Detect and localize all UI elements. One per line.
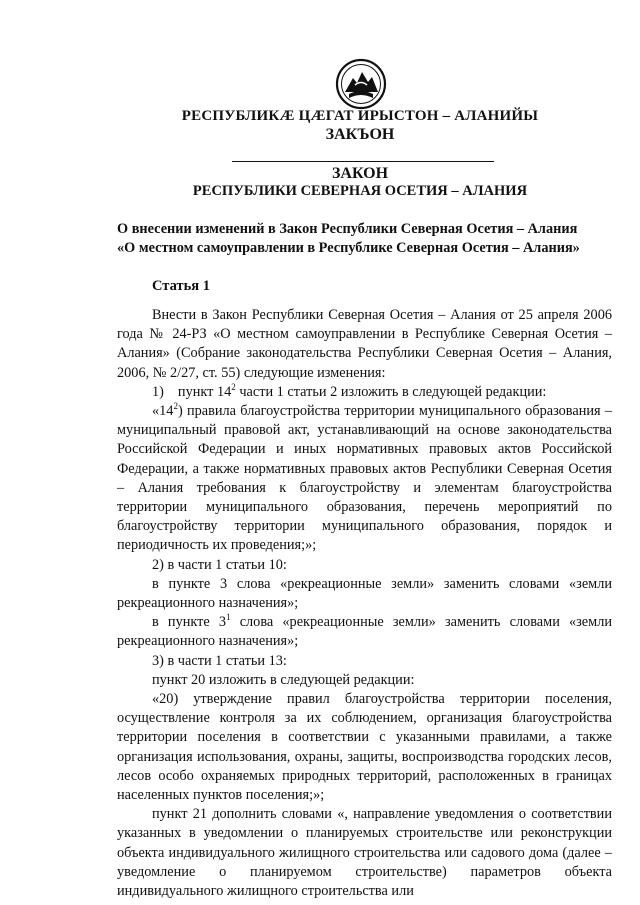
republic-name-russian: РЕСПУБЛИКИ СЕВЕРНАЯ ОСЕТИЯ – АЛАНИЯ [192, 183, 528, 199]
document-body [117, 306, 612, 901]
paragraph-item-3b: пункт 21 дополнить словами «, направление уведомления о соответствии указанных в уведомлении о планируемых строительстве или реконструкции объекта индивидуального жилищного строительства или садового дома (далее – уведомление о планируемом строительстве) параметров объекта индивидуального жилищного строительства или [117, 806, 612, 900]
coat-of-arms-emblem [335, 58, 387, 110]
paragraph-item-3a: пункт 20 изложить в следующей редакции: [152, 671, 415, 688]
paragraph-item-2: 2) в части 1 статьи 10: [152, 556, 287, 573]
law-title-line-2: «О местном самоуправлении в Республике Северная Осетия – Алания» [117, 240, 580, 256]
republic-name-ossetian: РЕСПУБЛИКӔ ЦӔГАТ ИРЫСТОН – АЛАНИЙЫ [181, 108, 539, 124]
article-heading: Статья 1 [152, 278, 210, 294]
law-label-ossetian: ЗАКЪОН [325, 126, 395, 143]
law-title-line-1: О внесении изменений в Закон Республики Северная Осетия – Алания [117, 221, 578, 237]
paragraph-item-2a: в пункте 3 слова «рекреационные земли» заменить словами «земли рекреационного назначения»; [117, 575, 612, 612]
paragraph-item-2b: в пункте $3^1$ слова «рекреационные земли» заменить словами «земли рекреационного назначения»; [117, 612, 612, 650]
paragraph-item-3: 3) в части 1 статьи 13: [152, 652, 287, 669]
paragraph-item-3-quote: «20) утверждение правил благоустройства территории поселения, осуществление контроля за их соблюдением, организация благоустройства территории поселения в соответствии с указанными правилами, а также организация использования, охраны, защиты, воспроизводства городских лесов, лесов особо охраняемых природных территорий, расположенных в границах населенных пунктов поселения;»; [117, 691, 612, 804]
item-1-number: 1) [152, 383, 164, 400]
law-label-russian: ЗАКОН [331, 165, 389, 182]
paragraph-item-1-quote: «$14^2$) правила благоустройства территории муниципального образования – муниципальный правовой акт, устанавливающий на основе законодательства Российской Федерации и иных нормативных правовых актов Российской Федерации, а также нормативных правовых актов Республики Северная Осетия – Алания требования к благоустройству и элементам благоустройства территории муниципального образования, перечень мероприятий по благоустройству территории муниципального образования, порядок и периодичность их проведения;»; [117, 401, 612, 554]
paragraph-item-1: 1) пункт $14^2$ части 1 статьи 2 изложить в следующей редакции: [152, 382, 547, 400]
paragraph-intro: Внести в Закон Республики Северная Осетия – Алания от 25 апреля 2006 года № 24-РЗ «О местном самоуправлении в Республике Северная Осетия – Алания» (Собрание законодательства Республики Северная Осетия – Алания, 2006, № 2/27, ст. 55) следующие изменения: [117, 307, 612, 381]
header-divider [232, 161, 494, 162]
